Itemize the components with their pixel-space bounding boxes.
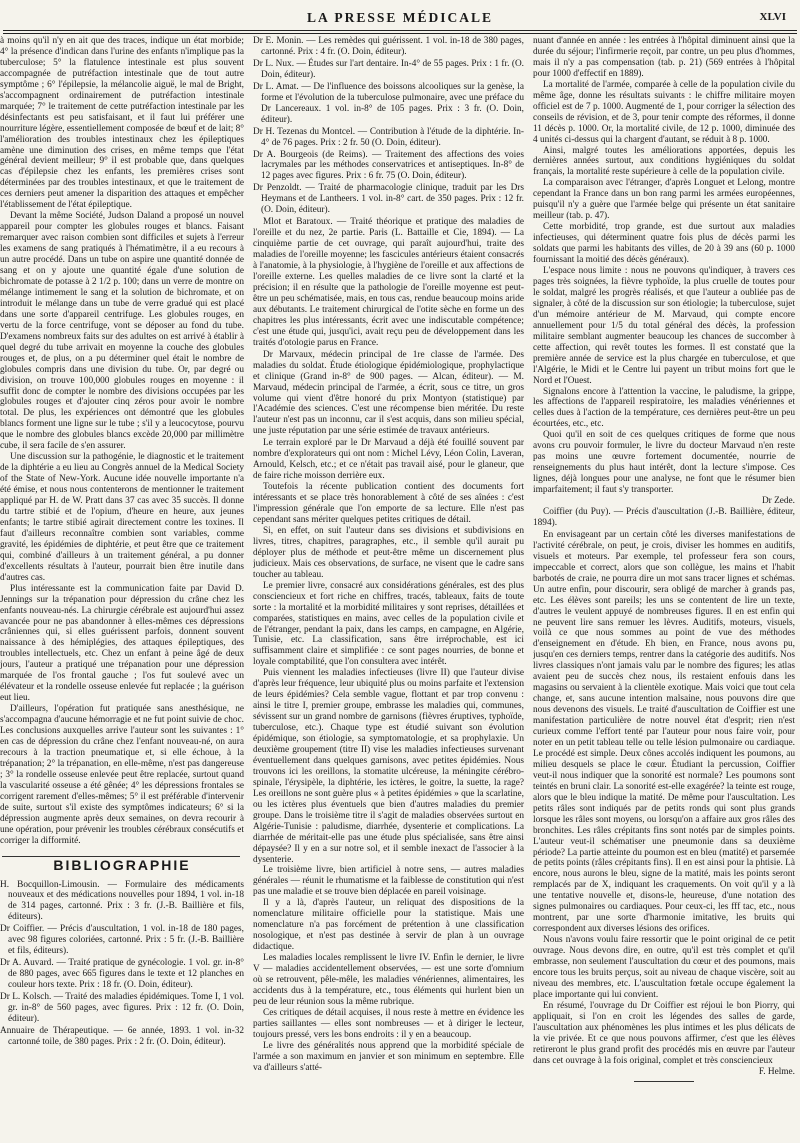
paragraph: nuant d'année en année : les entrées à l'hôpital diminuent ainsi que la durée du séjour; l'infirmerie reçoit, par contre, un peu plus d'hommes, mais il n'y a pas compensation (tab. p. 21) (569 entrées à l'hôpital pour 1000 d'effectif en 1889). [533, 36, 795, 79]
bibliography-entry: Dr E. Monin. — Les remèdes qui guérissent. 1 vol. in-18 de 380 pages, cartonné. Prix : 4 fr. (O. Doin, éditeur). [253, 36, 524, 57]
paragraph: Il y a là, d'après l'auteur, un reliquat des dispositions de la nomenclature militaire officielle pour la statistique. Mais une nomenclature n'a pas forcément de prétention à une classification nosologique, et n'est pas destinée à servir de plan à un ouvrage didactique. [253, 898, 524, 953]
bibliography-entry: Dr L. Amat. — De l'influence des boissons alcooliques sur la genèse, la forme et l'évolution de la tuberculose pulmonaire, avec une préface du Dr Lancereaux. 1 vol. in-8° de 105 pages. Prix : 3 fr. (O. Doin, éditeur). [253, 81, 524, 125]
review-entry: Dr Marvaux, médecin principal de 1re classe de l'armée. Des maladies du soldat. Étude étiologique épidémiologique, prophylactique et clinique (Grand in-8° de 900 pages. — Alcan, éditeur). — M. Marvaud, médecin principal de l'armée, a écrit, sous ce titre, un gros volume qui vient d'être honoré du prix Montyon (statistique) par l'Académie des sciences. C'est une récompense bien méritée. Du reste l'auteur n'est pas un inconnu, car il s'est acquis, dans son milieu spécial, une juste réputation par une série estimée de travaux antérieurs. [253, 349, 524, 437]
paragraph: L'espace nous limite : nous ne pouvons qu'indiquer, à travers ces pages très soignées, la fièvre typhoïde, la plus cruelle de toutes pour le soldat, malgré les progrès réalisés, et que l'auteur a oubliée pas de signaler, à côté de la discussion sur son étiologie; la tuberculose, sujet d'un mémoire antérieur de M. Marvaud, qui compte encore annuellement pour 1/5 du total général des décès, la profession militaire semblant augmenter beaucoup les chances de succomber à cette affection, qui revêt toutes les formes. Il est constaté que la première année de service est la plus chargée en tuberculose, et que l'Algérie, le Midi et le Centre lui payent un tribut moins fort que le Nord et l'Ouest. [533, 266, 795, 386]
paragraph: Plus intéressante est la communication faite par David D. Jennings sur la trépanation pour dépression du crâne chez les enfants nouveau-nés. La chirurgie cérébrale est aujourd'hui assez avancée pour ne pas abandonner à elles-mêmes ces dépressions crâniennes qui, si elles guérissent parfois, donnent souvent naissance à des hémiplégies, des attaques épileptiques, des troubles intellectuels, etc. Chez un enfant à peine âgé de deux jours, l'auteur a pratiqué une trépanation pour une dépression marquée de l'os frontal gauche ; l'os fut soulevé avec un élévateur et la rondelle osseuse enlevée fut replacée ; la guérison eut lieu. [0, 583, 244, 704]
review-entry: Coiffier (du Puy). — Précis d'auscultation (J.-B. Baillière, éditeur, 1894). [533, 506, 795, 528]
paragraph: Le premier livre, consacré aux considérations générales, est des plus consciencieux et fort riche en chiffres, tracés, tableaux, faits de toute sorte : la mortalité et la morbidité militaires y sont reprises, détaillées et comparées, statistiques en mains, avec celles de la population civile et de l'étranger, pendant la paix, dans les camps, en campagne, en Algérie, Tunisie, etc. La classification, sans être irréprochable, est ici suffisamment claire et simplifiée : ce sont pages nourries, de bonne et loyale comptabilité, que l'on consultera avec intérêt. [253, 580, 524, 668]
bibliography-entry: Dr H. Tezenas du Montcel. — Contribution à l'étude de la diphtérie. In-4° de 76 pages. Prix : 2 fr. 50 (O. Doin, éditeur). [253, 126, 524, 148]
paragraph: Quoi qu'il en soit de ces quelques critiques de forme que nous avons cru pouvoir formuler, le livre du docteur Marvaud n'en reste pas moins une œuvre fortement documentée, nourrie de renseignements du plus haut intérêt, dont la lecture s'impose. Ces lignes, déjà longues pour une analyse, ne font que le résumer bien imparfaitement; il faut s'y transporter. [533, 430, 795, 496]
paragraph: La mortalité de l'armée, comparée à celle de la population civile du même âge, donne les résultats suivants : le chiffre militaire moyen officiel est de 7 p. 1000. Augmenté de 1, pour corriger la sélection des conseils de révision, et de 3, pour tenir compte des réformes, il donne 11 décès p. 1000. Or, la mortalité civile, de 12 p. 1000, diminuée des 4 unités ci-dessus qui la chargent d'autant, se réduit à 8 p. 1000. [533, 79, 795, 145]
paragraph: à moins qu'il n'y en ait que des traces, indique un état morbide; 4° la présence d'indican dans l'urine des enfants n'implique pas la tuberculose; 5° la flatulence intestinale est plus souvent accompagnée de putréfaction intestinale que de tout autre symptôme ; 6° l'épilepsie, la mélancolie aiguë, le mal de Bright, s'accompagnent ordinairement de putréfaction intestinale marquée; 7° le traitement de cette putréfaction intestinale par les désinfectants est peu satisfaisant, et il faut lui préférer une nourriture légère, essentiellement composée de bœuf et de lait; 8° l'amélioration des troubles intestinaux chez les épileptiques amène une diminution des crises, en même temps que l'état général devient meilleur; 9° il est probable que, dans quelques cas d'épilepsie chez les enfants, les premières crises sont déterminées par des troubles intestinaux, et que le traitement de ces derniers peut amener la disparition des attaques et empêcher l'établissement de l'état épileptique. [0, 36, 244, 211]
bibliography-entry: Dr L. Nux. — Études sur l'art dentaire. In-4° de 55 pages. Prix : 1 fr. (O. Doin, éditeur). [253, 58, 524, 80]
bibliography-heading-block [0, 856, 244, 874]
end-rule [634, 1081, 694, 1082]
paragraph: Si, en effet, on suit l'auteur dans ses divisions et subdivisions en livres, titres, chapitres, paragraphes, etc., il semble qu'il aurait pu déployer plus de méthode et peut-être même un discernement plus judicieux. Mais ces observations, de surface, ne visent que le cadre sans toucher au tableau. [253, 525, 524, 580]
journal-title: LA PRESSE MÉDICALE [306, 10, 494, 25]
paragraph: Devant la même Société, Judson Daland a proposé un nouvel appareil pour compter les globules rouges et blancs. Faisant remarquer avec raison combien sont difficiles et sujets à l'erreur les examens de sang pratiqués à l'hématimètre, il a eu recours à un autre procédé. Dans un tube on aspire une quantité donnée de sang et on y ajoute une quantité égale d'une solution de bichromate de potasse à 2 1/2 p. 100; dans un verre de montre on mélange intimement le sang et la solution de bichromate, et on introduit le mélange dans un tube de verre gradué qui est placé dans une sorte d'appareil centrifuge. Les globules rouges, en vertu de la force centrifuge, vont se déposer au fond du tube. D'examens nombreux faits sur des adultes on est arrivé à établir à quel degré du tube arrivait en moyenne la couche des globules rouges et, de plus, on a pu déterminer quel était le nombre de globules compris dans une division du tube. Or, par degré ou division, on trouve 100,000 globules rouges en moyenne : il suffit donc de compter le nombre des divisions occupées par les globules rouges et d'ajouter cinq zéros pour avoir le nombre total. De plus, les expériences ont démontré que les globules blancs forment une ligne sur le tube ; s'il y a leucocytose, pourvu que le nombre des globules blancs excède 20,000 par millimètre cube, il sera facile de s'en assurer. [0, 211, 244, 452]
paragraph: Nous n'avons voulu faire ressortir que le point original de ce petit ouvrage. Nous devons dire, en outre, qu'il est très complet et qu'il embrasse, non seulement l'auscultation du cœur et des poumons, mais encore tous les bruits perçus, soit au niveau de chaque viscère, soit au niveau des membres, etc. L'auscultation fœtale occupe également la place importante qui lui convient. [533, 935, 795, 1000]
bibliography-entry: Dr A. Auvard. — Traité pratique de gynécologie. 1 vol. gr. in-8° de 880 pages, avec 665 figures dans le texte et 12 planches en couleur hors texte. Prix : 18 fr. (O. Doin, éditeur). [0, 958, 244, 991]
bibliography-entry: Dr Penzoldt. — Traité de pharmacologie clinique, traduit par les Drs Heymans et de Lantheers. 1 vol. in-8° cart. de 350 pages. Prix : 12 fr. (O. Doin, éditeur). [253, 183, 524, 216]
paragraph: Une discussion sur la pathogénie, le diagnostic et le traitement de la diphtérie a eu lieu au Congrès annuel de la Medical Society of the State of New-York. Aucune idée nouvelle importante n'a été émise, et nous nous contenterons de mentionner le traitement appliqué par H. de W. Pratt dans 37 cas avec 35 succès. Il donne du tartre stibié et de l'opium, d'heure en heure, aux jeunes enfants; le tartre stibié agirait directement contre les toxines. Il faut d'ailleurs reconnaître combien sont variables, comme gravité, les épidémies de diphtérie, et peut être que ce traitement qui, combiné d'ailleurs à un traitement général, a pu donner d'excellents résultats à l'auteur, pourrait bien être inutile dans d'autres cas. [0, 452, 244, 583]
paragraph: Ainsi, malgré toutes les améliorations apportées, depuis les dernières années surtout, aux conditions hygiéniques du soldat français, la mortalité reste supérieure à celle de la population civile. [533, 145, 795, 178]
bibliography-entry: Annuaire de Thérapeutique. — 6e année, 1893. 1 vol. in-32 cartonné toile, de 380 pages. Prix : 2 fr. (O. Doin, éditeur). [0, 1025, 244, 1047]
paragraph: D'ailleurs, l'opération fut pratiquée sans anesthésique, ne s'accompagna d'aucune hémorragie et ne fut point suivie de choc. Les conclusions auxquelles arrive l'auteur sont les suivantes : 1° en cas de dépression du crâne chez l'enfant nouveau-né, on aura recours à la traction pneumatique et, si elle échoue, à la trépanation; 2° la trépanation, en elle-même, n'est pas dangereuse ; 3° la rondelle osseuse enlevée peut être replacée, surtout quand la vascularité osseuse a été gênée; 4° les dépressions frontales se corrigent rarement d'elles-mêmes; 5° il est préférable d'intervenir de suite, surtout s'il existe des symptômes indicateurs; 6° si la dépression augmente après deux semaines, on devra recourir à une opération, pour prévenir les troubles cérébraux consécutifs et corriger la difformité. [0, 704, 244, 846]
column-middle [253, 36, 524, 1136]
bibliography-entry: Dr A. Bourgeois (de Reims). — Traitement des affections des voies lacrymales par les méthodes conservatrices et antiseptiques. In-8° de 12 pages avec figures. Prix : 6 fr. 75 (O. Doin, éditeur). [253, 149, 524, 182]
column-left [0, 36, 244, 1136]
page-header [0, 6, 800, 32]
header-rule [3, 30, 797, 34]
bibliography-entry: H. Bocquillon-Limousin. — Formulaire des médicaments nouveaux et des médications nouvelles pour 1894, 1 vol. in-18 de 314 pages, cartonné. Prix : 3 fr. (J.-B. Baillière et fils, éditeurs). [0, 879, 244, 923]
paragraph: Les maladies locales remplissent le livre IV. Enfin le dernier, le livre V — maladies accidentellement observées, — est une sorte d'omnium où se retrouvent, pêle-mêle, les maladies vénériennes, alimentaires, les accidents dus à la température, etc., tous éléments qui hurlent bien un peu de leur réunion sous la même rubrique. [253, 953, 524, 1007]
column-right [533, 36, 795, 1136]
paragraph: Toutefois la récente publication contient des documents fort intéressants et se place très honorablement à côté de ses aînées : c'est l'impression générale que l'on emporte de sa lecture. Elle n'est pas cependant sans mériter quelques petites critiques de détail. [253, 482, 524, 525]
paragraph: En envisageant par un certain côté les diverses manifestations de l'activité cérébrale, on peut, je crois, diviser les hommes en auditifs, visuels et moteurs. Par exemple, tel professeur fera son cours, impeccable et correct, alors que son collègue, les mains et l'habit barbotés de craie, ne pourra dire un mot sans tracer lignes et schémas. Un autre enfin, pour discourir, sera obligé de marcher à grands pas, etc. Les élèves sont pareils; les uns se contentent de lire un texte, d'autres le veulent appuyé de nombreuses figures. Il en est enfin qui ne peuvent lire sans remuer les lèvres. Auditifs, moteurs, visuels, voilà ce que nous sommes au point de vue des méthodes d'enseignement en d'étude. Eh bien, en France, nous avons pu, jusqu'en ces derniers temps, rentrer dans la catégorie des auditifs. Nos livres classiques n'ont jamais valu par le nombre des figures; les atlas avaient peu de succès chez nous, ils restaient enfouis dans les magasins ou servaient à la clientèle exotique. Mais voici que tout cela change, et, sans aucune intention malsaine, nous pouvons dire que nous devenons des visuels. Le traité d'auscultation de Coiffier est une manifestation particulière de notre nouvel état d'esprit; rien n'est curieux comme l'effort tenté par l'auteur pour nous faire voir, pour noter en un petit tableau telle ou telle lésion pulmonaire ou cardiaque. Le procédé est simple. Deux cônes accolés indiquent les poumons, au milieu desquels se place le cœur. Étudiant la percussion, Coiffier veut-il nous indiquer que la sonorité est normale? Les poumons sont teintés en bruni clair. La sonorité est-elle exagérée? la teinte est rouge, alors que le bleu indique la matité. De même pour l'auscultation. Les petits râles sont indiqués par de petits ronds qui sont plus grands lorsque les râles sont moyens, ou lorsqu'on a affaire aux gros râles des bronchites. Les râles crépitants fins sont notés par de simples points. L'auteur veut-il schématiser une pneumonie dans sa deuxième période? La partie atteinte du poumon est en bleu (matité) et parsemée de petits points (râles crépitants fins). Il en est ainsi pour la phtisie. Là encore, nous aurons le bleu, signe de la matité, mais les points seront remplacés par de X, indiquant les craquements. On voit qu'il y a là une tentative nouvelle et, disons-le, heureuse, d'une notation des signes pulmonaires ou cardiaques. Pour ceux-ci, les fff tac, etc., nous montrent, par une sorte d'harmonie imitative, les bruits qui correspondent aux diverses lésions des orifices. [533, 529, 795, 935]
paragraph: Cette morbidité, trop grande, est due surtout aux maladies infectieuses, qui déterminent quatre fois plus de décès parmi les soldats que parmi les habitants des villes, de 20 à 39 ans (60 p. 1000 fournissant la moitié des décès généraux). [533, 222, 795, 266]
paragraph: Le troisième livre, bien artificiel à notre sens, — autres maladies générales — réunit le rhumatisme et la faiblesse de constitution qui n'est pas une maladie et se trouve bien déplacée en pareil voisinage. [253, 865, 524, 898]
review-entry: Mlot et Baratoux. — Traité théorique et pratique des maladies de l'oreille et du nez, 2e partie. Paris (L. Battaille et Cie, 1894). — La cinquième partie de cet ouvrage, qui paraît aujourd'hui, traite des maladies de l'oreille moyenne; les fascicules antérieurs étaient consacrés à l'anatomie, à la physiologie, à l'hygiène de l'oreille et aux affections de l'oreille externe. Les quelles maladies de ce livre sont la clarté et la précision; il en résulte que la pathologie de l'oreille moyenne est peut-être un peu schématisée, mais, en tous cas, rendue beaucoup moins aride aux débutants. Le traitement chirurgical de l'otite sèche en forme un des chapitres les plus intéressants, écrit avec une indiscutable compétence; c'est une étude qui, jusqu'ici, avait reçu peu de développement dans les traités d'otologie parus en France. [253, 217, 524, 348]
bibliography-entry: Dr L. Kolsch. — Traité des maladies épidémiques. Tome I, 1 vol. gr. in-8° de 560 pages, avec figures. Prix : 12 fr. (O. Doin, éditeur). [0, 992, 244, 1024]
paragraph: Puis viennent les maladies infectieuses (livre II) que l'auteur divise d'après leur fréquence, leur ubiquité plus ou moins parfaite et l'extension de leurs épidémies? Cela semble vague, flottant et par trop convenu : ainsi le titre I, premier groupe, embrasse les maladies qui, communes, sévissent sur un grand nombre de garnisons (fièvres éruptives, typhoïde, tuberculose, etc.). Chaque type est étudié suivant son évolution épidémique, son étiologie, sa symptomatologie, et sa prophylaxie. Un deuxième groupement (titre II) vise les maladies infectieuses survenant éventuellement dans quelques garnisons, avec petites épidémies. Nous trouvons ici les oreillons, la stomatite ulcéreuse, la méningite cérébro-spinale, l'érysipèle, la diphtérie, les ictères, le goitre, la suette, la rage? Les oreillons ne sont guère plus « à petites épidémies » que la scarlatine, ou les ictères plus éventuels que bien d'autres maladies du premier groupe. Dans le troisième titre il s'agit de maladies observées surtout en Algérie-Tunisie : paludisme, diarrhée, dysenterie et complications. La diarrhée de méritait-elle pas une étude plus spécialisée, sans être ainsi dépaysée? Il y en a sur notre sol, et il semble inexact de l'associer à la dysenterie. [253, 668, 524, 865]
paragraph: En résumé, l'ouvrage du Dr Coiffier est réjoui le bon Piorry, qui appliquait, si l'on en croit les légendes des salles de garde, l'auscultation aux phénomènes les plus intimes et les plus délicats de la vie privée. Et ce que nous pouvons affirmer, c'est que les élèves retireront le plus grand profit des procédés mis en œuvre par l'auteur dans cet ouvrage à la fois original, complet et très consciencieux [533, 1000, 795, 1066]
paragraph: Ces critiques de détail acquises, il nous reste à mettre en évidence les parties saillantes — elles sont nombreuses — et à diriger le lecteur, toujours pressé, vers les bons endroits : il y en a beaucoup. [253, 1007, 524, 1040]
page-number: XLVI [759, 11, 786, 23]
paragraph: Le terrain exploré par le Dr Marvaud a déjà été fouillé souvent par nombre d'explorateurs qui ont nom : Michel Lévy, Léon Colin, Laveran, Arnould, Kelsch, etc.; et ce n'était pas travail aisé, pour le glaneur, que de faire riche moisson derrière eux. [253, 438, 524, 482]
author-signature: Dr Zede. [761, 496, 795, 507]
paragraph: Signalons encore à l'attention la vaccine, le paludisme, la grippe, les affections de l'appareil respiratoire, les maladies vénériennes et celles dues à l'action de la température, ces dernières peut-être un peu écourtées, etc., etc. [533, 386, 795, 430]
paragraph: Le livre des généralités nous apprend que la morbidité spéciale de l'armée a son maximum en janvier et son minimum en septembre. Elle va d'ailleurs s'atté- [253, 1040, 524, 1073]
bibliography-heading: BIBLIOGRAPHIE [53, 856, 191, 873]
author-signature: F. Helme. [758, 1066, 795, 1077]
bibliography-entry: Dr Coiffier. — Précis d'auscultation, 1 vol. in-18 de 180 pages, avec 98 figures coloriées, cartonné. Prix : 5 fr. (J.-B. Baillière et fils, éditeurs). [0, 924, 244, 957]
paragraph: La comparaison avec l'étranger, d'après Longuet et Lelong, montre cependant la France dans un bon rang parmi les armées européennes, puisqu'il n'y a guère que l'armée belge qui présente un état sanitaire meilleur (tab. p. 47). [533, 178, 795, 222]
